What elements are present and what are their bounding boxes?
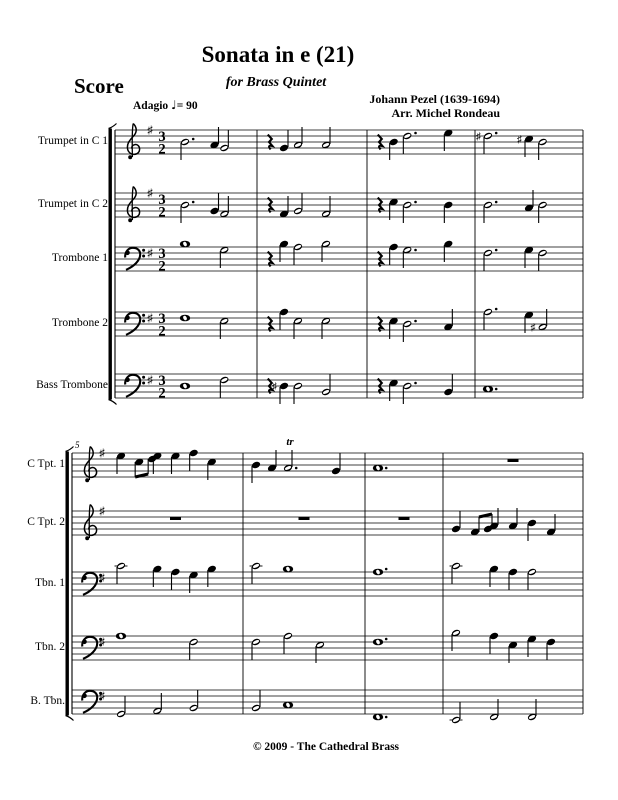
instrument-label-tbn-2: Tbn. 2 — [34, 641, 65, 653]
half-note — [251, 638, 261, 660]
staff-trombone-2 — [115, 308, 583, 342]
dotted-half-note — [483, 201, 498, 223]
svg-text:♯: ♯ — [517, 134, 522, 146]
svg-text:2: 2 — [158, 204, 166, 221]
svg-text:♯: ♯ — [99, 572, 105, 585]
svg-text:♯: ♯ — [272, 381, 277, 393]
quarter-note — [209, 193, 219, 215]
half-note — [219, 376, 229, 398]
whole-note — [180, 315, 190, 322]
half-note — [293, 193, 303, 215]
staff-bass-trombone — [115, 373, 583, 404]
quarter-note — [251, 461, 261, 483]
whole-rest — [170, 517, 181, 520]
instrument-label-c-tpt-2: C Tpt. 2 — [27, 516, 65, 528]
staff-trumpet-in-c-2 — [115, 187, 583, 224]
half-note — [283, 632, 293, 654]
svg-text:♯: ♯ — [147, 247, 153, 260]
svg-text:♯: ♯ — [476, 131, 481, 143]
half-note — [321, 374, 331, 396]
svg-text:♯: ♯ — [99, 505, 105, 518]
svg-text:3: 3 — [158, 129, 166, 145]
dotted-half-note — [402, 132, 417, 154]
whole-note — [180, 383, 190, 390]
svg-text:♯: ♯ — [147, 124, 153, 137]
dotted-half-note — [402, 201, 417, 223]
whole-note — [283, 566, 293, 573]
copyright-footer: © 2009 - The Cathedral Brass — [252, 741, 400, 753]
whole-note — [180, 241, 190, 248]
half-note — [450, 702, 463, 724]
svg-text:♯: ♯ — [147, 374, 153, 387]
quarter-note — [508, 568, 518, 590]
quarter-note — [443, 374, 453, 396]
staff-tbn-2 — [72, 629, 583, 663]
system-1 — [109, 124, 584, 405]
quarter-note — [527, 519, 537, 541]
whole-rest — [399, 517, 410, 520]
page-title: Sonata in e (21) — [201, 42, 355, 67]
whole-note — [116, 633, 126, 640]
instrument-label-trumpet-in-c-2: Trumpet in C 2 — [37, 198, 108, 210]
svg-text:♯: ♯ — [530, 322, 536, 334]
instrument-label-trombone-2: Trombone 2 — [51, 317, 108, 329]
whole-rest — [508, 459, 519, 462]
dotted-half-note — [402, 382, 417, 404]
svg-text:3: 3 — [158, 311, 166, 327]
half-note — [189, 690, 199, 712]
instrument-label-c-tpt-1: C Tpt. 1 — [27, 458, 65, 470]
staff-c-tpt-1 — [72, 436, 583, 483]
svg-text:2: 2 — [158, 258, 166, 275]
arranger-name: Arr. Michel Rondeau — [391, 106, 500, 120]
half-note — [293, 382, 303, 404]
tempo-value: = 90 — [176, 100, 198, 112]
svg-text:2: 2 — [158, 323, 166, 340]
half-note — [538, 249, 548, 271]
dotted-half-note — [476, 132, 498, 155]
svg-text:3: 3 — [158, 373, 166, 389]
svg-text:2: 2 — [158, 385, 166, 402]
system-bracket — [109, 129, 112, 400]
instrument-label-b-tbn-: B. Tbn. — [30, 695, 65, 707]
half-note — [219, 130, 229, 152]
half-note — [115, 562, 128, 584]
svg-text:♯: ♯ — [147, 187, 153, 200]
half-note — [189, 638, 199, 660]
system-bracket — [66, 452, 69, 716]
measure-number: 5 — [75, 440, 80, 450]
instrument-label-trumpet-in-c-1: Trumpet in C 1 — [37, 135, 108, 147]
half-note — [116, 696, 126, 718]
quarter-note — [451, 511, 461, 533]
trill-mark: tr — [286, 436, 294, 448]
quarter-note — [331, 453, 341, 475]
tempo-label: Adagio — [133, 100, 169, 112]
half-note — [538, 138, 548, 160]
dotted-half-note — [180, 138, 195, 160]
quarter-note — [272, 382, 289, 405]
svg-text:2: 2 — [158, 141, 166, 158]
quarter-note — [189, 449, 199, 471]
instrument-label-tbn-1: Tbn. 1 — [34, 577, 65, 589]
staff-trumpet-in-c-1 — [115, 124, 583, 161]
svg-text:3: 3 — [158, 246, 166, 262]
half-note — [250, 562, 263, 584]
svg-text:♯: ♯ — [147, 312, 153, 325]
score-label: Score — [74, 74, 124, 98]
dotted-half-note — [483, 249, 498, 271]
dotted-half-note — [483, 308, 498, 330]
quarter-note — [489, 632, 499, 654]
dotted-half-note — [180, 201, 195, 223]
system-2 — [66, 436, 584, 724]
composer-name: Johann Pezel (1639-1694) — [369, 92, 500, 106]
svg-text:♯: ♯ — [99, 636, 105, 649]
instrument-label-trombone-1: Trombone 1 — [51, 252, 108, 264]
staff-b-tbn- — [72, 690, 583, 724]
half-note — [293, 243, 303, 265]
dotted-whole-note — [483, 386, 498, 393]
quarter-note — [279, 308, 289, 330]
quarter-note — [389, 138, 399, 160]
dotted-whole-note — [373, 638, 388, 646]
dotted-whole-note — [373, 714, 388, 721]
whole-rest — [299, 517, 310, 520]
svg-text:♯: ♯ — [99, 690, 105, 703]
dotted-half-note — [402, 320, 417, 342]
instrument-label-bass-trombone: Bass Trombone — [36, 379, 108, 391]
quarter-note — [170, 568, 180, 590]
quarter-note — [546, 638, 556, 660]
svg-text:3: 3 — [158, 192, 166, 208]
half-note — [251, 690, 261, 712]
quarter-note — [279, 130, 289, 152]
quarter-note-icon: ♩ — [171, 98, 177, 112]
half-note — [527, 568, 537, 590]
whole-note — [283, 702, 293, 709]
quarter-note — [389, 243, 399, 265]
page-subtitle: for Brass Quintet — [225, 75, 327, 90]
half-note — [450, 562, 463, 584]
svg-text:♯: ♯ — [99, 447, 105, 460]
staff-tbn-1 — [72, 562, 583, 596]
dotted-whole-note — [373, 465, 388, 472]
staff-c-tpt-2 — [72, 505, 583, 542]
staff-trombone-1 — [115, 240, 583, 275]
dotted-whole-note — [373, 568, 388, 576]
half-note — [538, 201, 548, 223]
quarter-note — [443, 201, 453, 223]
